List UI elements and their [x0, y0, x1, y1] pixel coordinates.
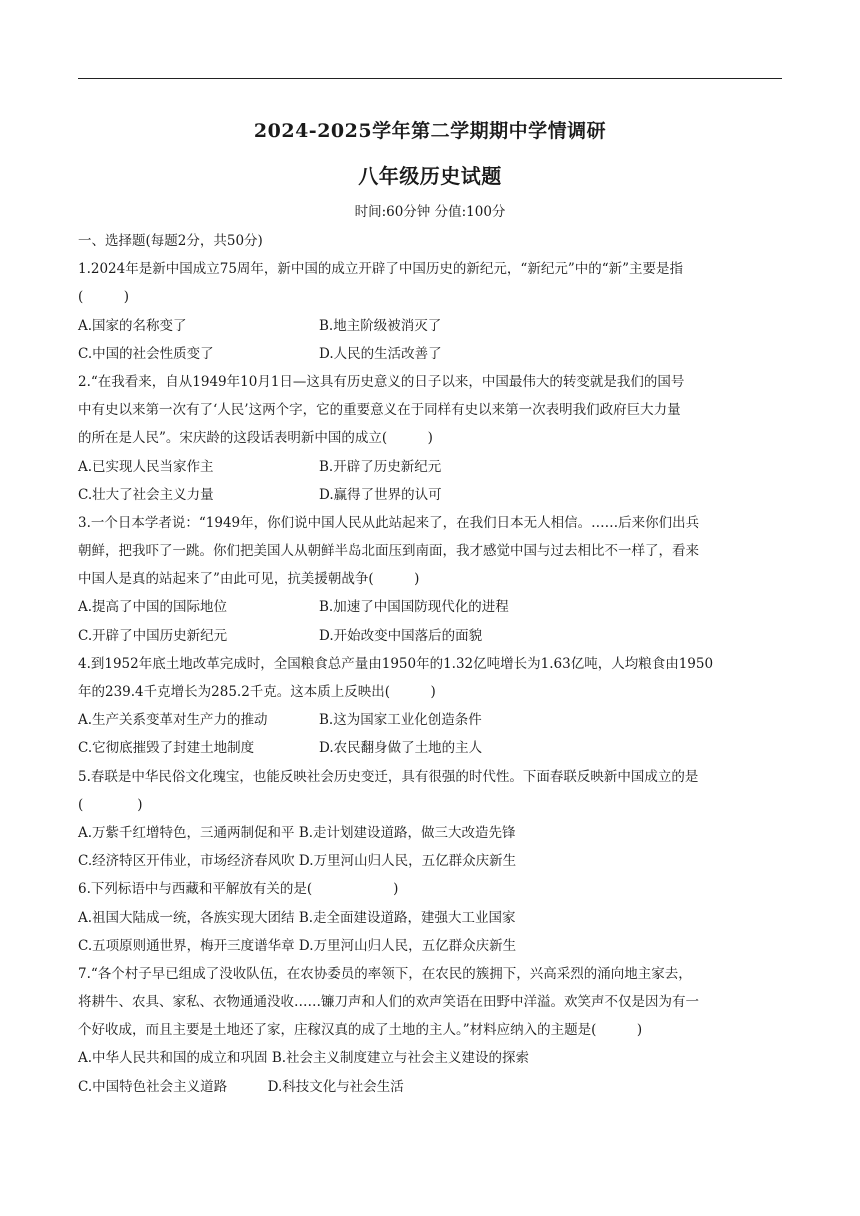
option-row — [78, 706, 786, 734]
question-7 — [78, 960, 786, 1101]
option-row-ab: A.万紫千红增特色，三通两制促和平 B.走计划建设道路，做三大改造先锋 — [78, 824, 516, 841]
header-rule — [78, 78, 782, 79]
option-row-ab: A.祖国大陆成一统，各族实现大团结 B.走全面建设道路，建强大工业国家 — [78, 909, 516, 926]
option-row — [78, 453, 786, 481]
option-row-ab: A.中华人民共和国的成立和巩固 B.社会主义制度建立与社会主义建设的探索 — [78, 1050, 530, 1067]
option-row-cd: C.五项原则通世界，梅开三度谱华章 D.万里河山归人民，五亿群众庆新生 — [78, 937, 517, 954]
question-stem-line: 将耕牛、农具、家私、衣物通通没收……镰刀声和人们的欢声笑语在田野中洋溢。欢笑声不仅是因为有一 — [78, 994, 699, 1011]
option-row — [78, 312, 786, 340]
question-stem-line: 个好收成，而且主要是土地还了家，庄稼汉真的成了土地的主人。”材料应纳入的主题是( ) — [78, 1022, 643, 1039]
option-b: B.这为国家工业化创造条件 — [319, 712, 482, 729]
question-stem-line: 的所在是人民”。宋庆龄的这段话表明新中国的成立( ) — [78, 430, 433, 447]
option-a: A.提高了中国的国际地位 — [78, 599, 228, 616]
option-row — [78, 593, 786, 621]
exam-time-score: 时间:60分钟 分值:100分 — [354, 204, 506, 220]
option-a: A.已实现人民当家作主 — [78, 458, 214, 475]
question-stem-line: 中国人是真的站起来了”由此可见，抗美援朝战争( ) — [78, 571, 420, 588]
question-stem-line: 6.下列标语中与西藏和平解放有关的是( ) — [78, 881, 399, 898]
option-a: A.国家的名称变了 — [78, 317, 187, 334]
question-stem-line: 4.到1952年底土地改革完成时，全国粮食总产量由1950年的1.32亿吨增长为1.63亿吨，人均粮食由1950 — [78, 655, 714, 672]
question-2 — [78, 368, 786, 509]
option-c: C.开辟了中国历史新纪元 — [78, 627, 228, 644]
option-b: B.开辟了历史新纪元 — [319, 458, 442, 475]
question-6 — [78, 875, 786, 960]
question-stem-line: 2.“在我看来，自从1949年10月1日—这具有历史意义的日子以来，中国最伟大的转变就是我们的国号 — [78, 373, 685, 390]
question-stem-line: 中有史以来第一次有了‘人民’这两个字，它的重要意义在于同样有史以来第一次表明我们政府巨大力量 — [78, 402, 681, 419]
option-a: A.生产关系变革对生产力的推动 — [78, 712, 268, 729]
exam-subject-title: 八年级历史试题 — [358, 164, 502, 188]
question-stem-line: 朝鲜，把我吓了一跳。你们把美国人从朝鲜半岛北面压到南面，我才感觉中国与过去相比不一样了，看来 — [78, 543, 699, 560]
question-3 — [78, 509, 786, 650]
question-stem-line: 5.春联是中华民俗文化瑰宝，也能反映社会历史变迁，具有很强的时代性。下面春联反映新中国成立的是 — [78, 768, 699, 785]
option-row — [78, 622, 786, 650]
question-4 — [78, 650, 786, 763]
option-row — [78, 481, 786, 509]
option-d: D.人民的生活改善了 — [319, 345, 442, 362]
option-c: C.壮大了社会主义力量 — [78, 486, 214, 503]
option-c: C.中国的社会性质变了 — [78, 345, 214, 362]
option-row — [78, 340, 786, 368]
question-stem-line: 1.2024年是新中国成立75周年，新中国的成立开辟了中国历史的新纪元，“新纪元”中的“新”主要是指 — [78, 261, 684, 278]
option-b: B.地主阶级被消灭了 — [319, 317, 442, 334]
option-row-cd: C.中国特色社会主义道路 D.科技文化与社会生活 — [78, 1078, 404, 1095]
option-b: B.加速了中国国防现代化的进程 — [319, 599, 509, 616]
option-d: D.开始改变中国落后的面貌 — [319, 627, 483, 644]
exam-title: 2024-2025学年第二学期期中学情调研 — [253, 120, 607, 142]
question-body — [78, 227, 786, 1101]
question-stem-line: 7.“各个村子早已组成了没收队伍，在农协委员的率领下，在农民的簇拥下，兴高采烈的涌向地主家去， — [78, 965, 692, 982]
option-d: D.赢得了世界的认可 — [319, 486, 442, 503]
option-d: D.农民翻身做了土地的主人 — [319, 740, 483, 757]
section-heading: 一、选择题(每题2分，共50分) — [78, 233, 263, 249]
question-1 — [78, 255, 786, 368]
question-stem-line: ( ) — [78, 289, 130, 306]
question-stem-line: 年的239.4千克增长为285.2千克。这本质上反映出( ) — [78, 684, 436, 700]
question-stem-line: 3.一个日本学者说：“1949年，你们说中国人民从此站起来了，在我们日本无人相信。……后来你们出兵 — [78, 514, 700, 531]
question-5 — [78, 763, 786, 876]
option-row-cd: C.经济特区开伟业，市场经济春风吹 D.万里河山归人民，五亿群众庆新生 — [78, 853, 517, 870]
question-stem-line: ( ) — [78, 796, 143, 813]
option-row — [78, 734, 786, 762]
option-c: C.它彻底摧毁了封建土地制度 — [78, 740, 255, 757]
